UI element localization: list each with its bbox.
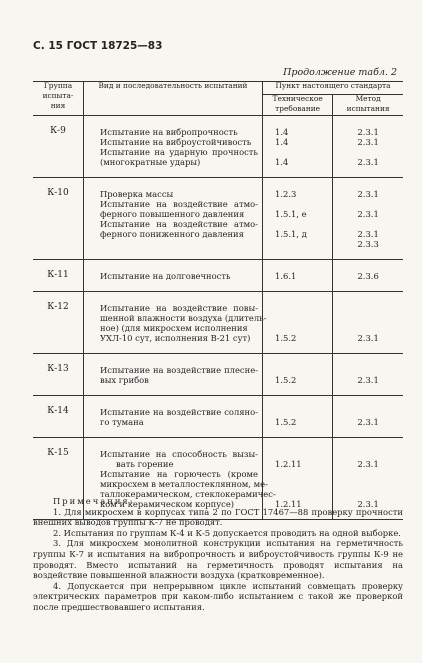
description-cell: Испытание на воздействие повы- шенной влажности воздуха (длитель- ное) (для микросхем исполнения УХЛ-10 сут, исполнения В-21 сут) xyxy=(84,292,263,354)
method-cell: 2.3.1 xyxy=(333,292,403,354)
tech-cell: 1.2.3 1.5.1, е 1.5.1, д xyxy=(263,178,333,260)
method-cell: 2.3.1 2.3.1 2.3.1 2.3.3 xyxy=(333,178,403,260)
method-cell: 2.3.1 2.3.1 xyxy=(333,438,403,520)
note-item: 3. Для микросхем монолитной конструкции испытания на герметичность группы К-7 и испытания на вибропрочность и виброустойчивость группы К-9 не проводят. Вместо испытаний на герметичность проводят испытания на воздействие повышенной влажности воздуха (кратковременное). xyxy=(33,538,403,581)
notes-title: Примечания: xyxy=(53,496,135,506)
header-description: Вид и последовательность испытаний xyxy=(84,82,263,116)
header-tech-requirement: Техническое требование xyxy=(263,95,333,116)
method-cell: 2.3.1 2.3.1 2.3.1 xyxy=(333,116,403,178)
method-cell: 2.3.6 xyxy=(333,260,403,292)
table-row xyxy=(33,396,403,438)
group-cell: К-12 xyxy=(33,292,84,354)
tech-cell: 1.2.11 1.2.11 xyxy=(263,438,333,520)
tech-cell: 1.5.2 xyxy=(263,354,333,396)
group-cell: К-11 xyxy=(33,260,84,292)
group-cell: К-9 xyxy=(33,116,84,178)
table-row xyxy=(33,292,403,354)
description-cell: Испытание на воздействие плесне- вых грибов xyxy=(84,354,263,396)
notes-section xyxy=(33,496,403,613)
header-group: Группа испыта- ния xyxy=(33,82,84,116)
header-clause: Пункт настоящего стандарта xyxy=(263,82,404,95)
note-item: 4. Допускается при непрерывном цикле испытаний совмещать проверку электрических параметров при каком-либо испытанием с такой же проверкой после предшествовавшего испытания. xyxy=(33,580,403,612)
table-row xyxy=(33,178,403,260)
group-cell: К-10 xyxy=(33,178,84,260)
group-cell: К-15 xyxy=(33,438,84,520)
tech-cell: 1.6.1 xyxy=(263,260,333,292)
tech-cell: 1.5.2 xyxy=(263,292,333,354)
table-continuation-label: Продолжение табл. 2 xyxy=(283,67,397,78)
tech-cell: 1.4 1.4 1.4 xyxy=(263,116,333,178)
page-header: С. 15 ГОСТ 18725—83 xyxy=(33,40,163,52)
description-cell: Испытание на способность вызы- вать горение Испытание на горючесть (кроме микросхем в металлостеклянном, ме- таллокерамическом, стеклокерамичес- ком и керамическом корпусе) xyxy=(84,438,263,520)
table-row xyxy=(33,116,403,178)
test-table xyxy=(33,81,403,520)
header-test-method: Метод испытания xyxy=(333,95,403,116)
description-cell: Испытание на долговечность xyxy=(84,260,263,292)
description-cell: Испытание на воздействие соляно- го тумана xyxy=(84,396,263,438)
group-cell: К-14 xyxy=(33,396,84,438)
table-row xyxy=(33,260,403,292)
method-cell: 2.3.1 xyxy=(333,396,403,438)
note-item: 1. Для микросхем в корпусах типа 2 по ГОСТ 17467—88 проверку прочности внешних выводов группы К-7 не проводят. xyxy=(33,506,403,528)
method-cell: 2.3.1 xyxy=(333,354,403,396)
note-item: 2. Испытания по группам К-4 и К-5 допускается проводить на одной выборке. xyxy=(53,527,401,538)
description-cell: Проверка массы Испытание на воздействие атмо- ферного повышенного давления Испытание на воздействие атмо- ферного пониженного давления xyxy=(84,178,263,260)
table-row xyxy=(33,354,403,396)
description-cell: Испытание на вибропрочность Испытание на виброустойчивость Испытание на ударную прочность (многократные удары) xyxy=(84,116,263,178)
group-cell: К-13 xyxy=(33,354,84,396)
tech-cell: 1.5.2 xyxy=(263,396,333,438)
